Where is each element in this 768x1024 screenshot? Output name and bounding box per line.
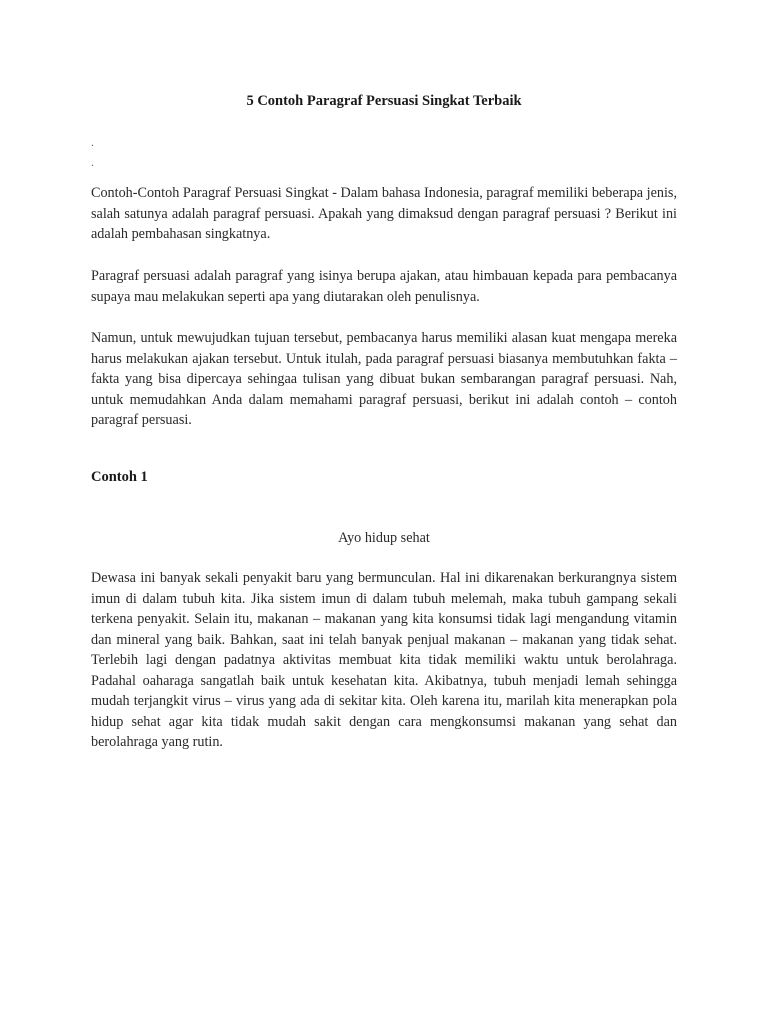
example-paragraph: Dewasa ini banyak sekali penyakit baru yang bermunculan. Hal ini dikarenakan berkurangnya sistem imun di dalam tubuh kita. Jika sistem imun di dalam tubuh melemah, maka tubuh gampang sekali terkena penyakit. Selain itu, makanan – makanan yang kita konsumsi tidak lagi mengandung vitamin dan mineral yang baik. Bahkan, saat ini telah banyak penjual makanan – makanan yang tidak sehat. Terlebih lagi dengan padatnya aktivitas membuat kita tidak memiliki waktu untuk berolahraga. Padahal oaharaga sangatlah baik untuk kesehatan kita. Akibatnya, tubuh menjadi lemah sehingga mudah terjangkit virus – virus yang ada di sekitar kita. Oleh karena itu, marilah kita menerapkan pola hidup sehat agar kita tidak mudah sakit dengan cara mengkonsumsi makanan yang sehat dan berolahraga yang rutin.: [91, 570, 677, 750]
definition-paragraph: Paragraf persuasi adalah paragraf yang isinya berupa ajakan, atau himbauan kepada para pembacanya supaya mau melakukan seperti apa yang diutarakan oleh penulisnya.: [91, 268, 677, 305]
example-heading: Contoh 1: [91, 469, 148, 485]
document-title: 5 Contoh Paragraf Persuasi Singkat Terbaik: [246, 93, 522, 109]
separator-dot: .: [91, 135, 94, 149]
separator-dot: .: [91, 155, 94, 169]
intro-paragraph: Contoh-Contoh Paragraf Persuasi Singkat - Dalam bahasa Indonesia, paragraf memiliki beberapa jenis, salah satunya adalah paragraf persuasi. Apakah yang dimaksud dengan paragraf persuasi ? Berikut ini adalah pembahasan singkatnya.: [91, 185, 677, 242]
explanation-paragraph: Namun, untuk mewujudkan tujuan tersebut, pembacanya harus memiliki alasan kuat mengapa mereka harus melakukan ajakan tersebut. Untuk itulah, pada paragraf persuasi biasanya membutuhkan fakta – fakta yang bisa dipercaya sehingaa tulisan yang dibuat bukan sembarangan paragraf persuasi. Nah, untuk memudahkan Anda dalam memahami paragraf persuasi, berikut ini adalah contoh – contoh paragraf persuasi.: [91, 330, 677, 428]
example-title: Ayo hidup sehat: [338, 530, 430, 546]
